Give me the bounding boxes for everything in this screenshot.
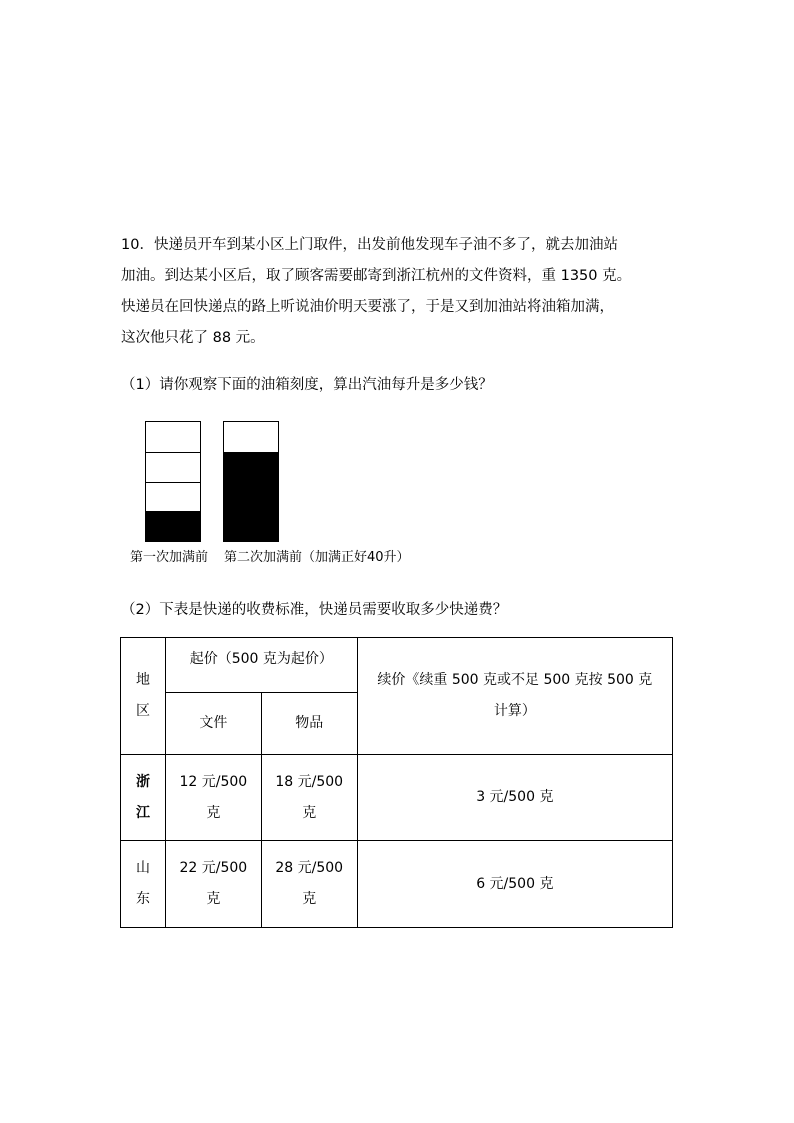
- fuel-tank-first: [145, 421, 201, 542]
- problem-line: 快递员在回快递点的路上听说油价明天要涨了，于是又到加油站将油箱加满，: [121, 299, 614, 315]
- problem-line: 10．快递员开车到某小区上门取件，出发前他发现车子油不多了，就去加油站: [121, 237, 618, 253]
- fuel-tank-second: [223, 421, 279, 542]
- continued-price-cell: 3 元/500 克: [357, 755, 672, 841]
- tank-scale-line: [146, 482, 200, 483]
- tank-caption-second: 第二次加满前（加满正好40升）: [224, 550, 410, 565]
- tank-scale-line: [146, 452, 200, 453]
- document-header: 文件: [165, 693, 261, 755]
- fee-table: [120, 637, 673, 928]
- tank-caption-first: 第一次加满前: [130, 550, 209, 565]
- region-cell: 山 东: [121, 841, 166, 928]
- item-header: 物品: [261, 693, 357, 755]
- table-row: [121, 841, 673, 928]
- item-price-cell: 18 元/500 克: [261, 755, 357, 841]
- tank-scale-line: [146, 511, 200, 512]
- problem-line: 加油。到达某小区后，取了顾客需要邮寄到浙江杭州的文件资料，重 1350 克。: [121, 268, 632, 284]
- item-price-cell: 28 元/500 克: [261, 841, 357, 928]
- fuel-level-first: [146, 511, 200, 541]
- problem-text: [121, 230, 681, 354]
- problem-line: 这次他只花了 88 元。: [121, 330, 265, 346]
- document-price-cell: 22 元/500 克: [165, 841, 261, 928]
- question-2: （2）下表是快递的收费标准，快递员需要收取多少快递费？: [121, 602, 508, 618]
- fuel-level-second: [224, 452, 278, 541]
- document-price-cell: 12 元/500 克: [165, 755, 261, 841]
- region-cell: 浙 江: [121, 755, 166, 841]
- table-row: [121, 755, 673, 841]
- start-price-header: 起价（500 克为起价）: [165, 638, 357, 693]
- question-1: （1）请你观察下面的油箱刻度，算出汽油每升是多少钱？: [121, 377, 493, 393]
- region-header: 地 区: [121, 638, 166, 755]
- continued-price-cell: 6 元/500 克: [357, 841, 672, 928]
- continued-price-header: 续价《续重 500 克或不足 500 克按 500 克 计算）: [357, 638, 672, 755]
